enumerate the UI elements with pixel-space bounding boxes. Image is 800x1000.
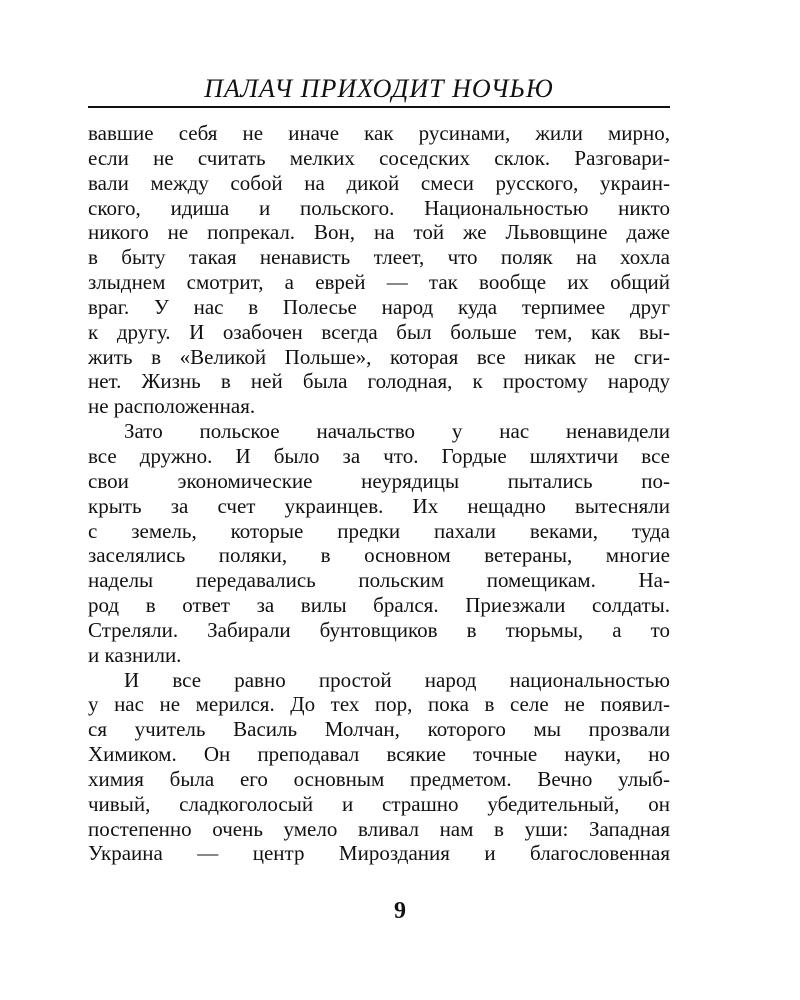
text-line: химия была его основным предметом. Вечно улыб- (88, 766, 670, 791)
text-line: чивый, сладкоголосый и страшно убедительный, он (88, 791, 670, 816)
text-line: вавшие себя не иначе как русинами, жили мирно, (88, 121, 670, 145)
text-line: Химиком. Он преподавал всякие точные науки, но (88, 742, 670, 767)
paragraph-first-line: Зато польское начальство у нас ненавидели (124, 419, 670, 444)
text-line: жить в «Великой Польше», которая все никак не сги- (88, 344, 670, 369)
text-line: с земель, которые предки пахали веками, туда (88, 518, 670, 543)
text-line: Украина — центр Мироздания и благословенная (88, 841, 670, 866)
text-line: в быту такая ненависть тлеет, что поляк на хохла (88, 245, 670, 270)
text-line: у нас не мерился. До тех пор, пока в селе не появил- (88, 692, 670, 717)
text-line: крыть за счет украинцев. Их нещадно вытесняли (88, 493, 670, 518)
running-head-title: ПАЛАЧ ПРИХОДИТ НОЧЬЮ (204, 74, 554, 103)
text-line: враг. У нас в Полесье народ куда терпимее друг (88, 294, 670, 319)
text-line: вали между собой на дикой смеси русского, украин- (88, 170, 670, 195)
text-line: все дружно. И было за что. Гордые шляхтичи все (88, 443, 670, 468)
text-line: не расположенная. (88, 394, 256, 419)
text-line: ся учитель Василь Молчан, которого мы прозвали (88, 717, 670, 742)
text-line: к другу. И озабочен всегда был больше тем, как вы- (88, 319, 670, 344)
text-line: заселялись поляки, в основном ветераны, многие (88, 543, 670, 568)
body-text (88, 121, 670, 866)
paragraph-first-line: И все равно простой народ национальностью (124, 667, 670, 692)
text-line: никого не попрекал. Вон, на той же Львовщине даже (88, 220, 670, 245)
header-rule (88, 106, 670, 108)
text-line: род в ответ за вилы брался. Приезжали солдаты. (88, 593, 670, 618)
text-line: злыднем смотрит, а еврей — так вообще их общий (88, 270, 670, 295)
text-line: свои экономические неурядицы пытались по- (88, 468, 670, 493)
text-line: постепенно очень умело вливал нам в уши: Западная (88, 816, 670, 841)
text-line: и казнили. (88, 642, 182, 667)
text-line: ского, идиша и польского. Национальностью никто (88, 195, 670, 220)
text-line: нет. Жизнь в ней была голодная, к простому народу (88, 369, 670, 394)
text-line: наделы передавались польским помещикам. На- (88, 568, 670, 593)
text-line: если не считать мелких соседских склок. Разговари- (88, 145, 670, 170)
text-line: Стреляли. Забирали бунтовщиков в тюрьмы, а то (88, 617, 670, 642)
page-number: 9 (394, 898, 406, 924)
